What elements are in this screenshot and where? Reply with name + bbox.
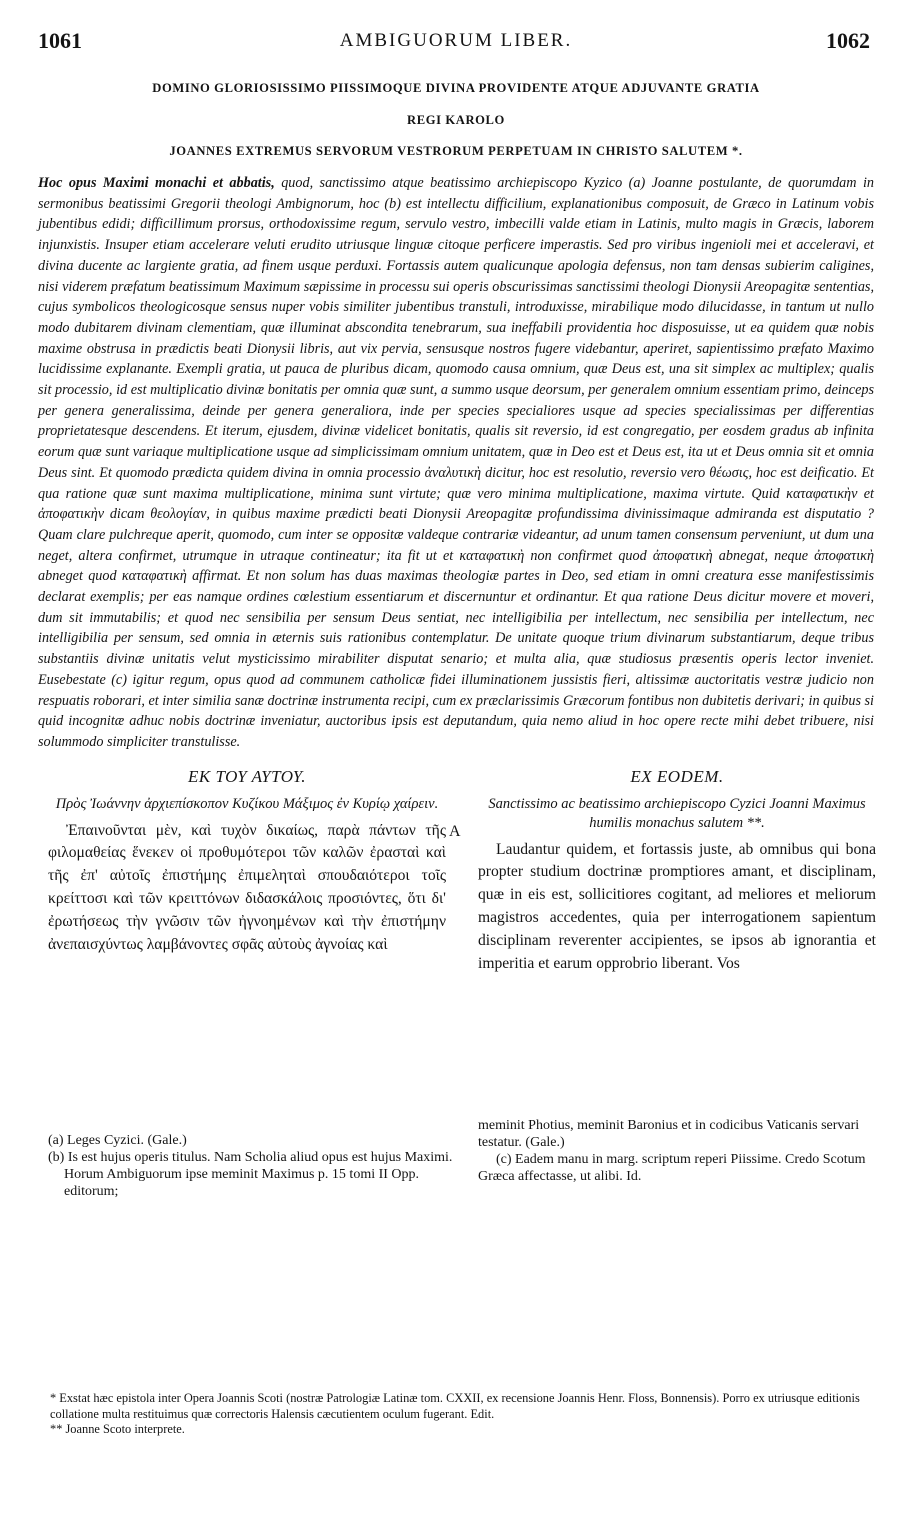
running-title: AMBIGUORUM LIBER. (339, 30, 573, 51)
page-number-right: 1062 (826, 28, 870, 53)
footnotes-right (478, 1117, 876, 1185)
letter-body (38, 173, 874, 753)
greek-column-text: Ἐπαινοῦνται μὲν, καὶ τυχὸν δικαίως, παρὰ πάντων τῆς φιλομαθείας ἕνεκεν οἱ προθυμότεροι τῶν καλῶν ἐρασταὶ καὶ τῆς ἐπ' αὐτοῖς ἐπιστήμης ἐπιμεληταὶ σπουδαιότεροι τοῖς κρείττοσι καὶ τῶν κρειττόνων διδασκάλοις προσιόντες, ὅτι δι' ἐρωτήσεως τὴν γνῶσιν τῶν ἠγνοημένων καὶ τὴν ἐπιστήμην ἀνεπαισχύντως λαμβάνοντες σφᾶς αὐτοὺς ἀγνοίας καὶ (48, 821, 446, 953)
latin-column (478, 767, 876, 976)
page (38, 28, 876, 1436)
footnote-a: (a) Leges Cyzici. (Gale.) (48, 1132, 187, 1148)
footnotes-left (48, 1132, 468, 1200)
editor-note-2: ** Joanne Scoto interprete. (50, 1422, 185, 1436)
dedication-line-1: DOMINO GLORIOSISSIMO PIISSIMOQUE DIVINA PROVIDENTE ATQUE ADJUVANTE GRATIA (152, 81, 760, 95)
letter-opening: Hoc opus Maximi monachi et abbatis, (38, 175, 275, 191)
greek-column-subtitle: Πρὸς Ἰωάννην ἀρχιεπίσκοπον Κυζίκου Μάξιμος ἐν Κυρίῳ χαίρειν. (55, 795, 439, 812)
latin-column-text: Laudantur quidem, et fortassis juste, ab omnibus qui bona propter studium doctrinæ promptiores amant, et disciplinam, quæ in eis est, sollicitiores cogitant, ad meliores et meliorum magistros accedentes, quia per interrogationem sapientum disciplinam reverenter accipientes, se ipsos ab ignorantia et imperitia et earum opprobrio liberant. Vos (478, 840, 876, 972)
dedication-line-2: REGI KAROLO (407, 113, 505, 127)
greek-column-title: ΕΚ ΤΟΥ ΑΥΤΟΥ. (188, 766, 306, 786)
footnote-b-continued: meminit Photius, meminit Baronius et in codicibus Vaticanis servari testatur. (Gale.) (478, 1117, 860, 1150)
column-marker: A (449, 822, 461, 840)
footnote-b: (b) Is est hujus operis titulus. Nam Scholia aliud opus est hujus Maximi. Horum Ambiguorum ipse meminit Maximus p. 15 tomi II Opp. editorum; (48, 1149, 453, 1199)
dedication-line-3: JOANNES EXTREMUS SERVORUM VESTRORUM PERPETUAM IN CHRISTO SALUTEM *. (169, 144, 743, 158)
greek-column (48, 767, 446, 957)
footnote-c: (c) Eadem manu in marg. scriptum reperi Piissime. Credo Scotum Græca affectasse, ut alibi. Id. (478, 1151, 866, 1184)
latin-column-title: EX EODEM. (630, 766, 724, 786)
editor-notes (38, 1391, 874, 1438)
letter-text: quod, sanctissimo atque beatissimo archiepiscopo Kyzico (a) Joanne postulante, de quorumdam in sermonibus beatissimi Gregorii theologi Ambignorum, hoc (b) est intellectu difficilium, explanationibus composuit, de Græco in Latinum vobis jubentibus edidi; difficillimum prorsus, orthodoxissime regum, servulo vestro, imbecilli valde etiam in Latinis, multo magis in Græcis, laborem injunxistis. Insuper etiam accelerare veluti erudito utriusque linguæ citoque perficere imperastis. Sed pro viribus ingenioli mei et acceleravi, et divina ducente ac largiente gratia, ad finem usque perduxi. Fortassis autem qualicunque apologia defensus, non tam densas subierim caligines, nisi viderem præfatum beatissimum Maximum sæpissime in processu sui operis obscurissimas sanctissimi theologi Dionysii Areopagitæ sententias, cujus symbolicos theologicosque sensus nuper vobis similiter jubentibus transtuli, introduxisse, mirabilique modo dilucidasse, in tantum ut nullo modo dubitarem divinam clementiam, quæ illuminat abscondita tenebrarum, sua ineffabili providentia hoc disposuisse, ut ea quidem quæ nobis maxime obstrusa in prædictis beati Dionysii libris, aut vix pervia, sensusque nostros fugere videbantur, aperiret, sapientissimo præfato Maximo lucidissime explanante. Exempli gratia, ut pauca de pluribus dicam, quomodo causa omnium, quæ Deus est, una sit simplex ac multiplex; qualis sit processio, id est multiplicatio divinæ bonitatis per omnia quæ sunt, a summo usque deorsum, per generalem omnium essentiam primo, deinceps per genera generalissima, deinde per genera generaliora, inde per species specialiores usque ad species specialissimas per differentias proprietatesque descendens. Et iterum, ejusdem, divinæ videlicet bonitatis, qualis sit reversio, id est congregatio, per eosdem gradus ab infinita eorum quæ sunt variaque multiplicatione usque ad simplicissimam omnium unitatem, quæ in Deo est et Deus est, ita ut et Deus omnia sit et omnia Deus sint. Et quomodo prædicta quidem divina in omnia processio ἀναλυτικὴ dicitur, hoc est resolutio, reversio vero θέωσις, hoc est deificatio. Et qua ratione quæ sunt maxima multiplicatione, minima sunt virtute; quæ vero minima multiplicatione, maxima virtute. Quid καταφατικὴν et ἀποφατικὴν dicam θεολογίαν, in quibus maxime prædicti beati Dionysii Areopagitæ profundissima divinissimaque admiranda est disputatio ? Quam clare pulchreque aperit, quomodo, cum inter se oppositæ valdeque contrariæ videantur, ad unum tamen consensum perveniunt, ut dum una neget, altera confirmet, utrumque in utraque contineatur; ita fit ut et καταφατικὴ non confirmet quod ἀποφατικὴ abnegat, neque ἀποφατικὴ abneget quod καταφατικὴ affirmat. Et non solum has duas maximas theologiæ partes in Deo, sed etiam in omni creatura esse manifestissimis declarat exemplis; per eas namque ordines cœlestium essentiarum et discernuntur et ordinantur. Et qua ratione Deus dicitur movere et moveri, dum sit immutabilis; et quod nec sensibilia per sensum Deus sentiat, nec intelligibilia per intellectum, nec sensibilia per intellectum, nec intelligibilia per sensum, sed omnia in æternis suis rationibus contemplatur. De unitate quoque trium divinarum substantiarum, deque tribus substantiis divinæ unitatis velut mysticissimo mirabiliter disputat senario; et multa alia, quæ studiosus præsentis operis lector inveniet. Eusebestate (c) igitur regum, opus quod ad communem catholicæ fidei illuminationem jussistis fieri, altissimæ auctoritatis vestræ judicio non respuatis roborari, et inter similia sanæ doctrinæ instrumenta recipi, cum ex præclarissimis Græcorum fontibus non dubitetis derivari; in quibus si quid incognitæ adhuc nobis doctrinæ inveniatur, auctoribus ipsis est deputandum, quia nemo aliud in hoc opere recte mihi debet tribuere, nisi solummodo simpliciter transtulisse. (38, 175, 874, 750)
two-column-section (38, 766, 876, 1199)
running-header (38, 28, 874, 60)
latin-column-subtitle: Sanctissimo ac beatissimo archiepiscopo Cyzici Joanni Maximus humilis monachus salutem **. (488, 795, 866, 831)
editor-note-1: * Exstat hæc epistola inter Opera Joannis Scoti (nostræ Patrologiæ Latinæ tom. CXXII, ex recensione Joannis Henr. Floss, Bonnensis). Porro ex utriusque editionis collatione multa restituimus quæ correctoris Halensis cæcutientem oculum fugerant. Edit. (50, 1391, 860, 1421)
page-number-left: 1061 (38, 28, 82, 53)
